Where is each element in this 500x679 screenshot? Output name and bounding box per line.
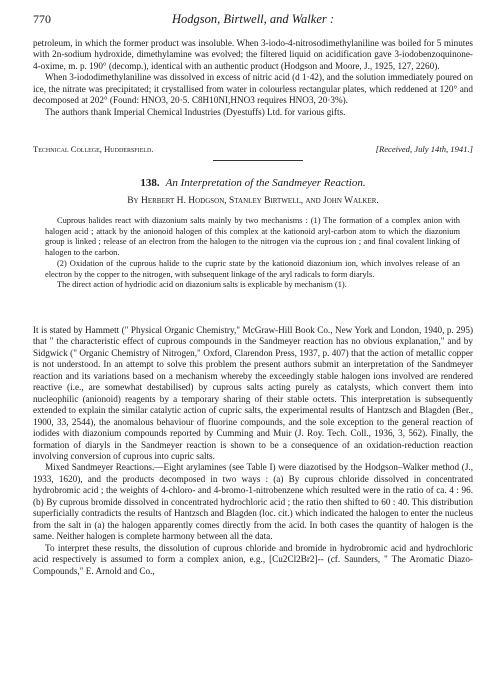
page-number: 770: [33, 12, 51, 26]
divider-rule: [213, 160, 303, 161]
running-title: Hodgson, Birtwell, and Walker :: [171, 12, 335, 26]
body-text: [33, 325, 473, 577]
abstract-paragraph: The direct action of hydriodic acid on diazonium salts is explicable by mechanism (1).: [57, 280, 347, 290]
paragraph: When 3-iododimethylaniline was dissolved in excess of nitric acid (d 1·42), and the solution immediately poured on ice, the nitrate was precipitated; it crystallised from water in colourless rectangular plates, which reddened at 120° and decomposed at 202° (Found: HNO3, 20·5. C8H10NI,HNO3 requires HNO3, 20·3%).: [33, 72, 473, 106]
page-header: [33, 12, 473, 28]
paragraph: To interpret these results, the dissolution of cuprous chloride and bromide in hydrobromic acid and hydrochloric acid respectively is assumed to form a complex anion, e.g., [Cu2Cl2Br2]-- (cf. Saunders, " The Aromatic Diazo-Compounds," E. Arnold and Co.,: [33, 542, 473, 576]
article-title: [33, 177, 473, 189]
received-date: [Received, July 14th, 1941.]: [375, 144, 473, 154]
article-title-text: An Interpretation of the Sandmeyer Reaction.: [165, 177, 366, 189]
author-byline: By Herbert H. Hodgson, Stanley Birtwell, and John Walker.: [127, 196, 379, 206]
paragraph: It is stated by Hammett (" Physical Organic Chemistry," McGraw-Hill Book Co., New York and London, 1940, p. 295) that " the characteristic effect of cuprous compounds in the Sandmeyer reaction has no obvious explanation," and by Sidgwick (" Organic Chemistry of Nitrogen," Oxford, Clarendon Press, 1937, p. 407) that the action of metallic copper is not understood. In an attempt to solve this problem the present authors submit an interpretation of the Sandmeyer reaction and its variations based on a mechanism whereby the exceedingly stable halogen ions involved are rendered reactive (i.e., are somewhat destabilised) by cuprous salts acting purely as catalysts, which convert them into nucleophilic (anionoid) reagents by a temporary sharing of their stable octets. This interpretation is subsequently extended to explain the similar catalytic action of cupric salts, the experimental results of Hantzsch and Blagden (Ber., 1900, 33, 2544), the anomalous behaviour of fluorine compounds, and the sole exception to the general reaction of iodides with diazonium compounds reported by Cumming and Muir (J. Roy. Tech. Coll., 1936, 3, 562). Finally, the formation of diaryls in the Sandmeyer reaction is shown to be a consequence of an oxidation-reduction reaction involving conversion of cuprous into cupric salts.: [33, 325, 473, 461]
continued-text: [33, 38, 473, 118]
paragraph: Mixed Sandmeyer Reactions.—Eight arylamines (see Table I) were diazotised by the Hodgson–Walker method (J., 1933, 1620), and the products decomposed in two ways : (a) By cuprous chloride dissolved in concentrated hydrobromic acid ; the weights of 4-chloro- and 4-bromo-1-nitrobenzene which resulted were in the ratio of ca. 4 : 96. (b) By cuprous bromide dissolved in concentrated hydrochloric acid ; the ratio then shifted to 60 : 40. This distribution superficially contradicts the results of Hantzsch and Blagden (loc. cit.) which indicated the halogen to enter the nucleus from the salt in (a) the halogen apparently comes directly from the acid. In both cases the quantity of halogen is the same. Neither halogen is complete harmony between all the data.: [33, 462, 473, 542]
abstract-paragraph: (2) Oxidation of the cuprous halide to the cupric state by the kationoid diazonium ion, which involves release of an electron by the copper to the nitrogen, with subsequent linkage of the aryl radicals to form diaryls.: [45, 258, 460, 279]
institution: Technical College, Huddersfield.: [33, 144, 154, 154]
article-number: 138.: [140, 177, 160, 189]
abstract: [45, 216, 460, 291]
abstract-paragraph: Cuprous halides react with diazonium salts mainly by two mechanisms : (1) The formation of a complex anion with halogen acid ; attack by the anionoid halogen of this complex at the kationoid aryl-carbon atom to which the diazonium group is linked ; release of an electron from the halogen to the nitrogen via the cuprous ion ; and final covalent linking of halogen to the carbon.: [45, 216, 460, 258]
acknowledgement: The authors thank Imperial Chemical Industries (Dyestuffs) Ltd. for various gifts.: [45, 106, 346, 117]
paragraph: petroleum, in which the former product was insoluble. When 3-iodo-4-nitrosodimethylaniline was boiled for 5 minutes with 2n-sodium hydroxide, dimethylamine was evolved; the filtered liquid on acidification gave 3-iodobenzoquinone-4-oxime, m. p. 190° (decomp.), identical with an authentic product (Hodgson and Moore, J., 1925, 127, 2260).: [33, 38, 473, 71]
